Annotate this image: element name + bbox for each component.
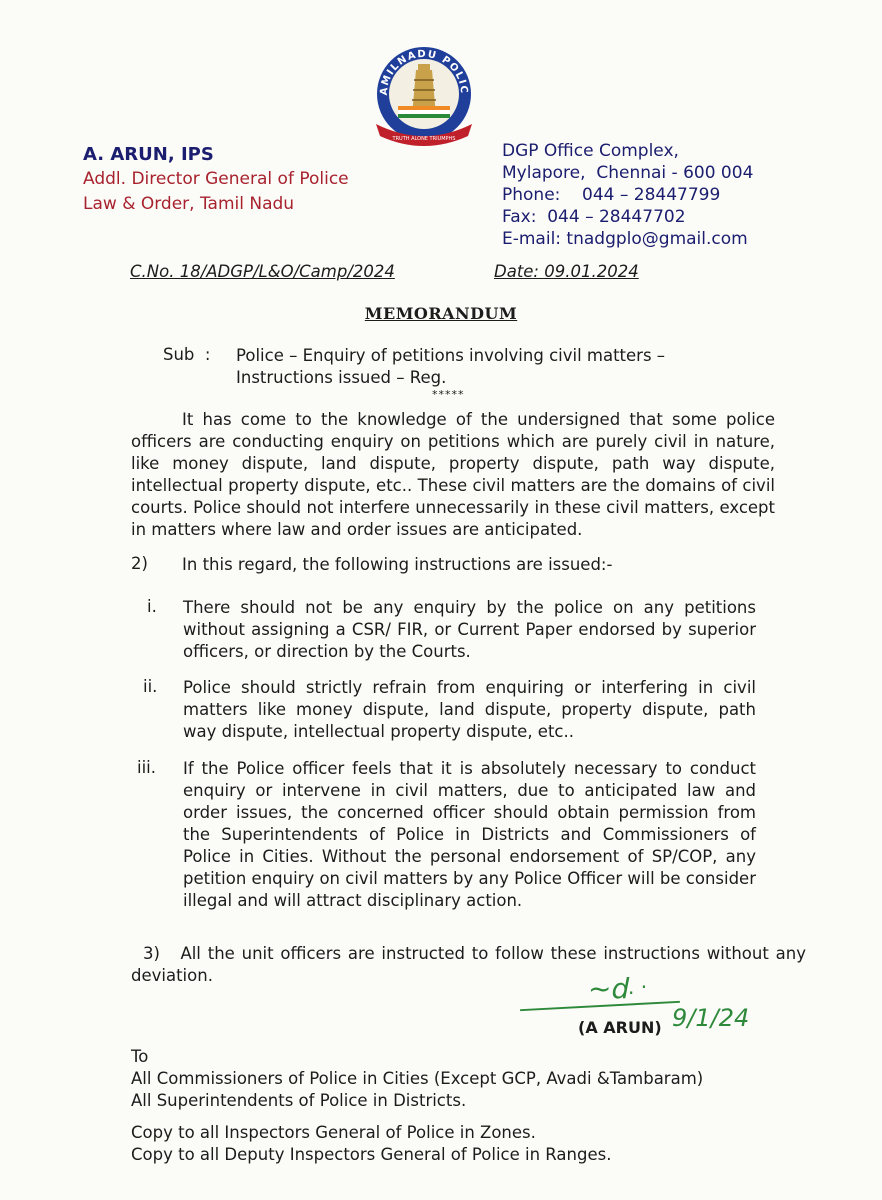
sender-wing: Law & Order, Tamil Nadu	[83, 194, 295, 214]
to-line-2: All Superintendents of Police in Districts.	[131, 1091, 467, 1110]
subject-text: Police – Enquiry of petitions involving civil matters – Instructions issued – Reg.	[236, 346, 666, 387]
paragraph-3-number: 3)	[143, 944, 160, 963]
address-email: E-mail: tnadgplo@gmail.com	[502, 229, 748, 249]
address-line2: Mylapore, Chennai - 600 004	[502, 163, 754, 183]
to-label: To	[131, 1047, 149, 1066]
address-block	[502, 140, 753, 250]
address-fax: Fax: 044 – 28447702	[502, 207, 686, 227]
sender-block	[83, 142, 349, 217]
subject-separator: *****	[432, 388, 465, 401]
signature-dots: . ·	[628, 975, 648, 999]
tamilnadu-police-emblem	[368, 40, 480, 152]
recipients-block	[131, 1046, 703, 1166]
copy-line-1: Copy to all Inspectors General of Police in Zones.	[131, 1123, 536, 1142]
instruction-3-label: iii.	[137, 758, 156, 777]
reference-date: Date: 09.01.2024	[494, 262, 639, 281]
signature-date: 9/1/24	[672, 1004, 750, 1032]
svg-text:TRUTH ALONE TRIUMPHS: TRUTH ALONE TRIUMPHS	[392, 136, 456, 142]
instruction-3-text: If the Police officer feels that it is absolutely necessary to conduct enquiry or intervene in civil matters, due to anticipated law and order issues, the concerned officer should obtain permission from the Superintendents of Police in Districts and Commissioners of Police in Cities. Without the personal endorsement of SP/COP, any petition enquiry on civil matters by any Police Officer will be consider illegal and will attract disciplinary action.	[183, 759, 756, 910]
instruction-1-label: i.	[147, 597, 157, 616]
svg-text:TAMILNADU POLICE: AMILNADU POLIC	[378, 48, 470, 96]
paragraph-3	[131, 943, 806, 987]
paragraph-2-number: 2)	[131, 554, 148, 573]
instruction-2-text: Police should strictly refrain from enquiring or interfering in civil matters like money dispute, land dispute, property dispute, path way dispute, intellectual property dispute, etc..	[183, 678, 756, 741]
to-line-1: All Commissioners of Police in Cities (Except GCP, Avadi &Tambaram)	[131, 1069, 704, 1088]
sender-name: A. ARUN, IPS	[83, 144, 214, 165]
address-line1: DGP Office Complex,	[502, 141, 679, 161]
signature-scribble: ~d	[588, 972, 630, 1005]
instruction-1-text: There should not be any enquiry by the police on any petitions without assigning a CSR/ FIR, or Current Paper endorsed by superior officers, or direction by the Courts.	[183, 598, 756, 661]
address-phone: Phone: 044 – 28447799	[502, 185, 721, 205]
copy-line-2: Copy to all Deputy Inspectors General of Police in Ranges.	[131, 1145, 612, 1164]
reference-number: C.No. 18/ADGP/L&O/Camp/2024	[130, 262, 395, 281]
paragraph-2-text: In this regard, the following instructions are issued:-	[182, 555, 613, 574]
subject-label: Sub :	[163, 345, 211, 364]
sender-designation: Addl. Director General of Police	[83, 169, 349, 189]
instruction-2-label: ii.	[143, 677, 158, 696]
paragraph-3-text: All the unit officers are instructed to follow these instructions without any deviation.	[131, 944, 806, 985]
paragraph-1: It has come to the knowledge of the undersigned that some police officers are conducting enquiry on petitions which are purely civil in nature, like money dispute, land dispute, property dispute, path way dispute, intellectual property dispute, etc.. These civil matters are the domains of civil courts. Police should not interfere unnecessarily in these civil matters, except in matters where law and order issues are anticipated.	[131, 410, 775, 539]
signatory-name: (A ARUN)	[578, 1018, 662, 1037]
page-title: MEMORANDUM	[364, 304, 518, 323]
